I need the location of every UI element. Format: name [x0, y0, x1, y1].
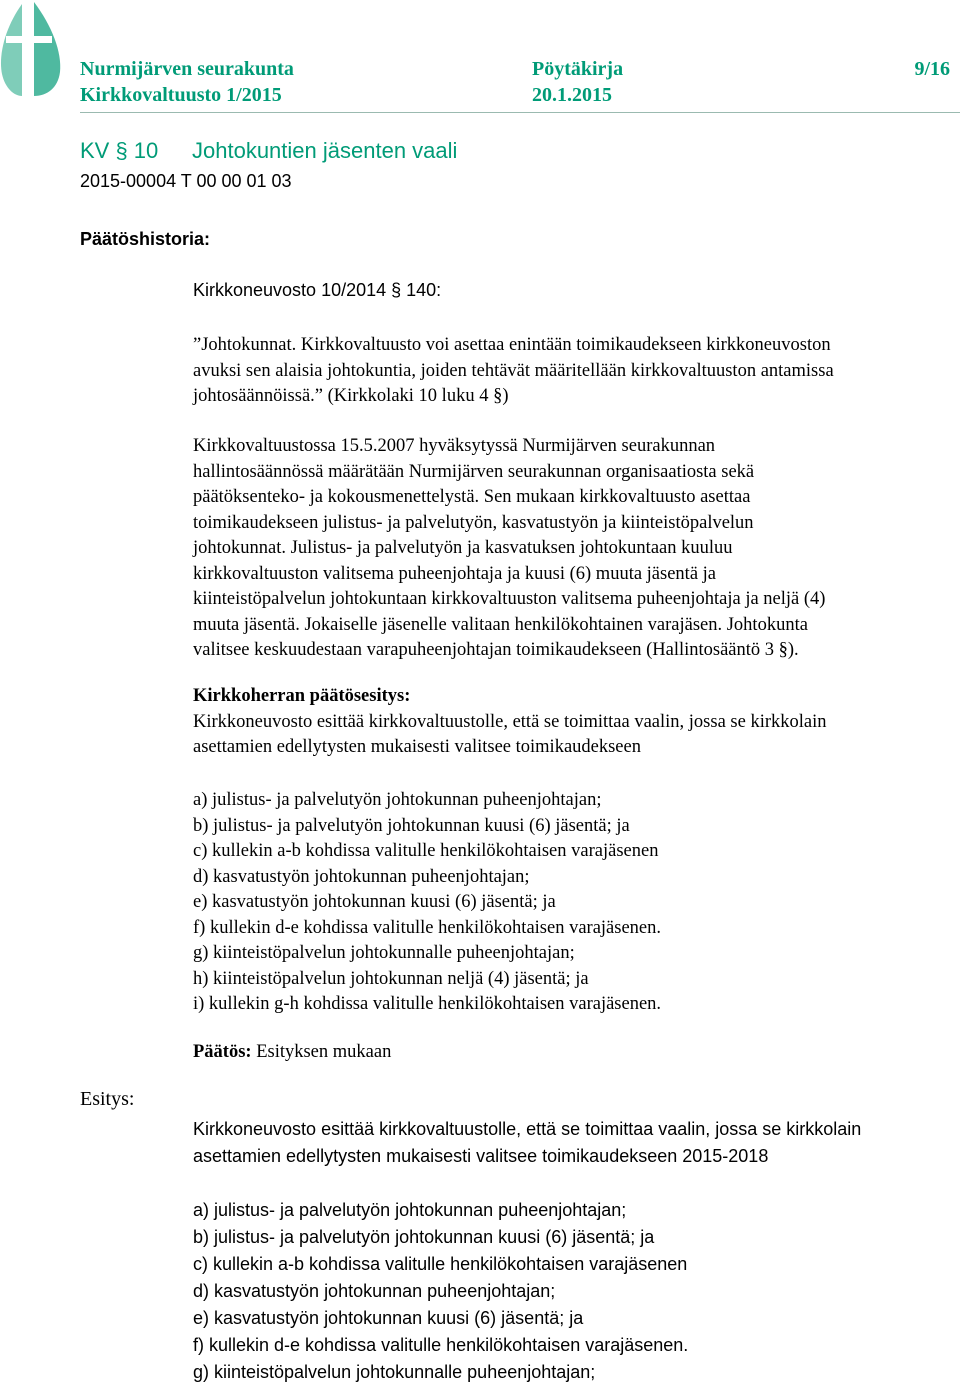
- text-line: johtosäännöissä.” (Kirkkolaki 10 luku 4 §): [193, 386, 509, 406]
- text-line: asettamien edellytysten mukaisesti valitsee toimikaudekseen: [193, 737, 641, 757]
- list-item: a) julistus- ja palvelutyön johtokunnan puheenjohtajan;: [193, 1200, 627, 1220]
- record-reference: 2015-00004 T 00 00 01 03: [80, 171, 292, 191]
- proposal-list: [193, 788, 661, 1018]
- list-item: g) kiinteistöpalvelun johtokunnalle puheenjohtajan;: [193, 943, 575, 963]
- header-divider: [80, 112, 960, 113]
- text-line: Kirkkovaltuustossa 15.5.2007 hyväksytyssä Nurmijärven seurakunnan: [193, 436, 716, 456]
- text-line: asettamien edellytysten mukaisesti valitsee toimikaudekseen 2015-2018: [193, 1146, 769, 1166]
- text-line: Kirkkoneuvosto esittää kirkkovaltuustolle, että se toimittaa vaalin, jossa se kirkkolain: [193, 1119, 862, 1139]
- paragraph-administrative-rules: [193, 434, 825, 664]
- list-item: h) kiinteistöpalvelun johtokunnan neljä (4) jäsentä; ja: [193, 968, 589, 989]
- esitys-intro: [193, 1116, 861, 1170]
- list-item: b) julistus- ja palvelutyön johtokunnan kuusi (6) jäsentä; ja: [193, 815, 630, 836]
- decision-text: Esityksen mukaan: [256, 1042, 392, 1062]
- document-type: Pöytäkirja: [532, 58, 624, 80]
- list-item: f) kullekin d-e kohdissa valitulle henkilökohtaisen varajäsenen.: [193, 917, 662, 938]
- text-line: Kirkkoneuvosto esittää kirkkovaltuustolle, että se toimittaa vaalin, jossa se kirkkolain: [193, 711, 827, 732]
- list-item: b) julistus- ja palvelutyön johtokunnan kuusi (6) jäsentä; ja: [193, 1227, 655, 1247]
- council-reference: Kirkkoneuvosto 10/2014 § 140:: [193, 280, 442, 300]
- text-line: ”Johtokunnat. Kirkkovaltuusto voi asettaa enintään toimikaudekseen kirkkoneuvoston: [193, 335, 831, 355]
- list-item: d) kasvatustyön johtokunnan puheenjohtajan;: [193, 866, 530, 887]
- list-item: a) julistus- ja palvelutyön johtokunnan puheenjohtajan;: [193, 790, 602, 810]
- list-item: c) kullekin a-b kohdissa valitulle henkilökohtaisen varajäsenen: [193, 1254, 688, 1274]
- esitys-list: [193, 1197, 688, 1386]
- list-item: c) kullekin a-b kohdissa valitulle henkilökohtaisen varajäsenen: [193, 841, 659, 861]
- list-item: g) kiinteistöpalvelun johtokunnalle puheenjohtajan;: [193, 1362, 596, 1382]
- text-line: kiinteistöpalvelun johtokuntaan kirkkovaltuuston valitsema puheenjohtaja ja neljä (4): [193, 589, 826, 609]
- paragraph-church-law: [193, 333, 834, 410]
- organization-name: Nurmijärven seurakunta: [80, 58, 294, 80]
- text-line: muuta jäsentä. Jokaiselle jäsenelle valitaan henkilökohtainen varajäsen. Johtokunta: [193, 614, 808, 635]
- church-logo-icon: [0, 0, 62, 98]
- list-item: i) kullekin g-h kohdissa valitulle henkilökohtaisen varajäsenen.: [193, 994, 662, 1014]
- text-line: kirkkovaltuuston valitsema puheenjohtaja ja kuusi (6) muuta jäsentä ja: [193, 563, 717, 584]
- text-line: päätöksenteko- ja kokousmenettelystä. Sen mukaan kirkkovaltuusto asettaa: [193, 487, 751, 507]
- decision-label: Päätös:: [193, 1042, 252, 1062]
- text-line: hallintosäännössä määrätään Nurmijärven seurakunnan organisaatiosta sekä: [193, 461, 755, 482]
- meeting-body: Kirkkovaltuusto 1/2015: [80, 84, 282, 106]
- vicar-proposal: [193, 684, 827, 761]
- text-line: toimikaudekseen julistus- ja palvelutyön, kasvatustyön ja kiinteistöpalvelun: [193, 512, 754, 533]
- page-number: 9/16: [914, 58, 950, 80]
- proposal-label: Kirkkoherran päätösesitys:: [193, 686, 411, 706]
- list-item: e) kasvatustyön johtokunnan kuusi (6) jäsentä; ja: [193, 892, 556, 912]
- history-label: Päätöshistoria:: [80, 229, 211, 249]
- list-item: e) kasvatustyön johtokunnan kuusi (6) jäsentä; ja: [193, 1308, 584, 1328]
- decision: [193, 1040, 391, 1066]
- list-item: d) kasvatustyön johtokunnan puheenjohtajan;: [193, 1281, 556, 1301]
- text-line: avuksi sen alaisia johtokuntia, joiden tehtävät määritellään kirkkovaltuuston antamissa: [193, 360, 834, 381]
- meeting-date: 20.1.2015: [532, 84, 612, 106]
- section-number: KV § 10: [80, 138, 159, 163]
- text-line: valitsee keskuudestaan varapuheenjohtajan toimikaudekseen (Hallintosääntö 3 §).: [193, 640, 799, 660]
- section-title: Johtokuntien jäsenten vaali: [192, 138, 458, 163]
- esitys-label: Esitys:: [80, 1088, 135, 1110]
- text-line: johtokunnat. Julistus- ja palvelutyön ja kasvatuksen johtokuntaan kuuluu: [193, 538, 733, 558]
- list-item: f) kullekin d-e kohdissa valitulle henkilökohtaisen varajäsenen.: [193, 1335, 689, 1355]
